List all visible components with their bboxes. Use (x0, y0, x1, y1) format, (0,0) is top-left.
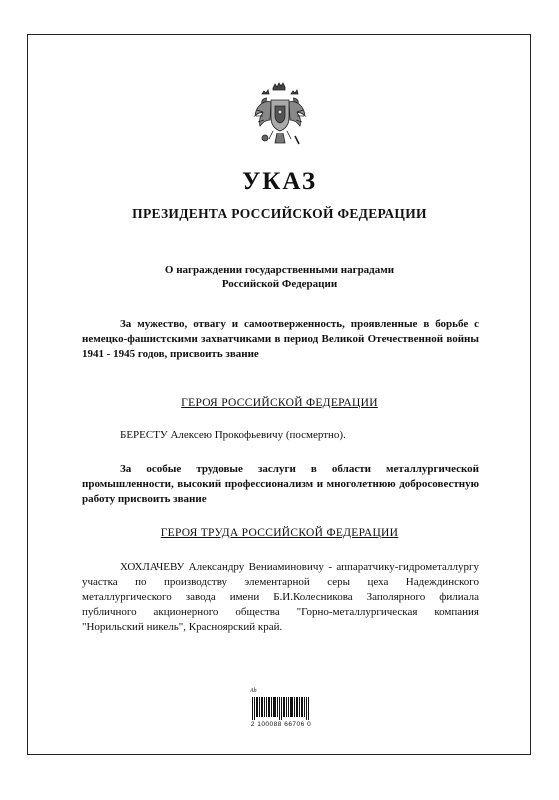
paragraph-recipient-2: ХОХЛАЧЕВУ Александру Вениаминовичу - аппаратчику-гидрометаллургу участка по производству элементарной серы цеха Надеждинского металлургического завода имени Б.И.Колесникова Заполярного филиала публичного акционерного общества "Горно-металлургическая компания "Норильский никель", Красноярский край. (82, 561, 479, 633)
barcode-mark: Ah (250, 688, 257, 694)
document-subtitle: ПРЕЗИДЕНТА РОССИЙСКОЙ ФЕДЕРАЦИИ (132, 206, 427, 221)
document-subject (100, 263, 459, 291)
barcode-number: 2 100088 66706 0 (250, 721, 312, 728)
subject-line: О награждении государственными наградами (164, 264, 395, 276)
award-heading-hero-labor: ГЕРОЯ ТРУДА РОССИЙСКОЙ ФЕДЕРАЦИИ (160, 527, 399, 539)
paragraph-labor-merit: За особые трудовые заслуги в области металлургической промышленности, высокий профессионализм и многолетнюю добросовестную работу присвоить звание (82, 463, 479, 505)
document-title: УКАЗ (241, 168, 318, 195)
coat-of-arms-icon (251, 80, 309, 148)
award-heading-hero-rf: ГЕРОЯ РОССИЙСКОЙ ФЕДЕРАЦИИ (181, 397, 378, 409)
barcode-icon (252, 697, 310, 720)
subject-line: Российской Федерации (221, 278, 338, 290)
barcode (250, 688, 312, 744)
paragraph-recipient-1: БЕРЕСТУ Алексею Прокофьевичу (посмертно). (120, 429, 346, 441)
paragraph-heroism: За мужество, отвагу и самоотверженность, проявленные в борьбе с немецко-фашистскими захватчиками в период Великой Отечественной войны 1941 - 1945 годов, присвоить звание (82, 318, 479, 360)
